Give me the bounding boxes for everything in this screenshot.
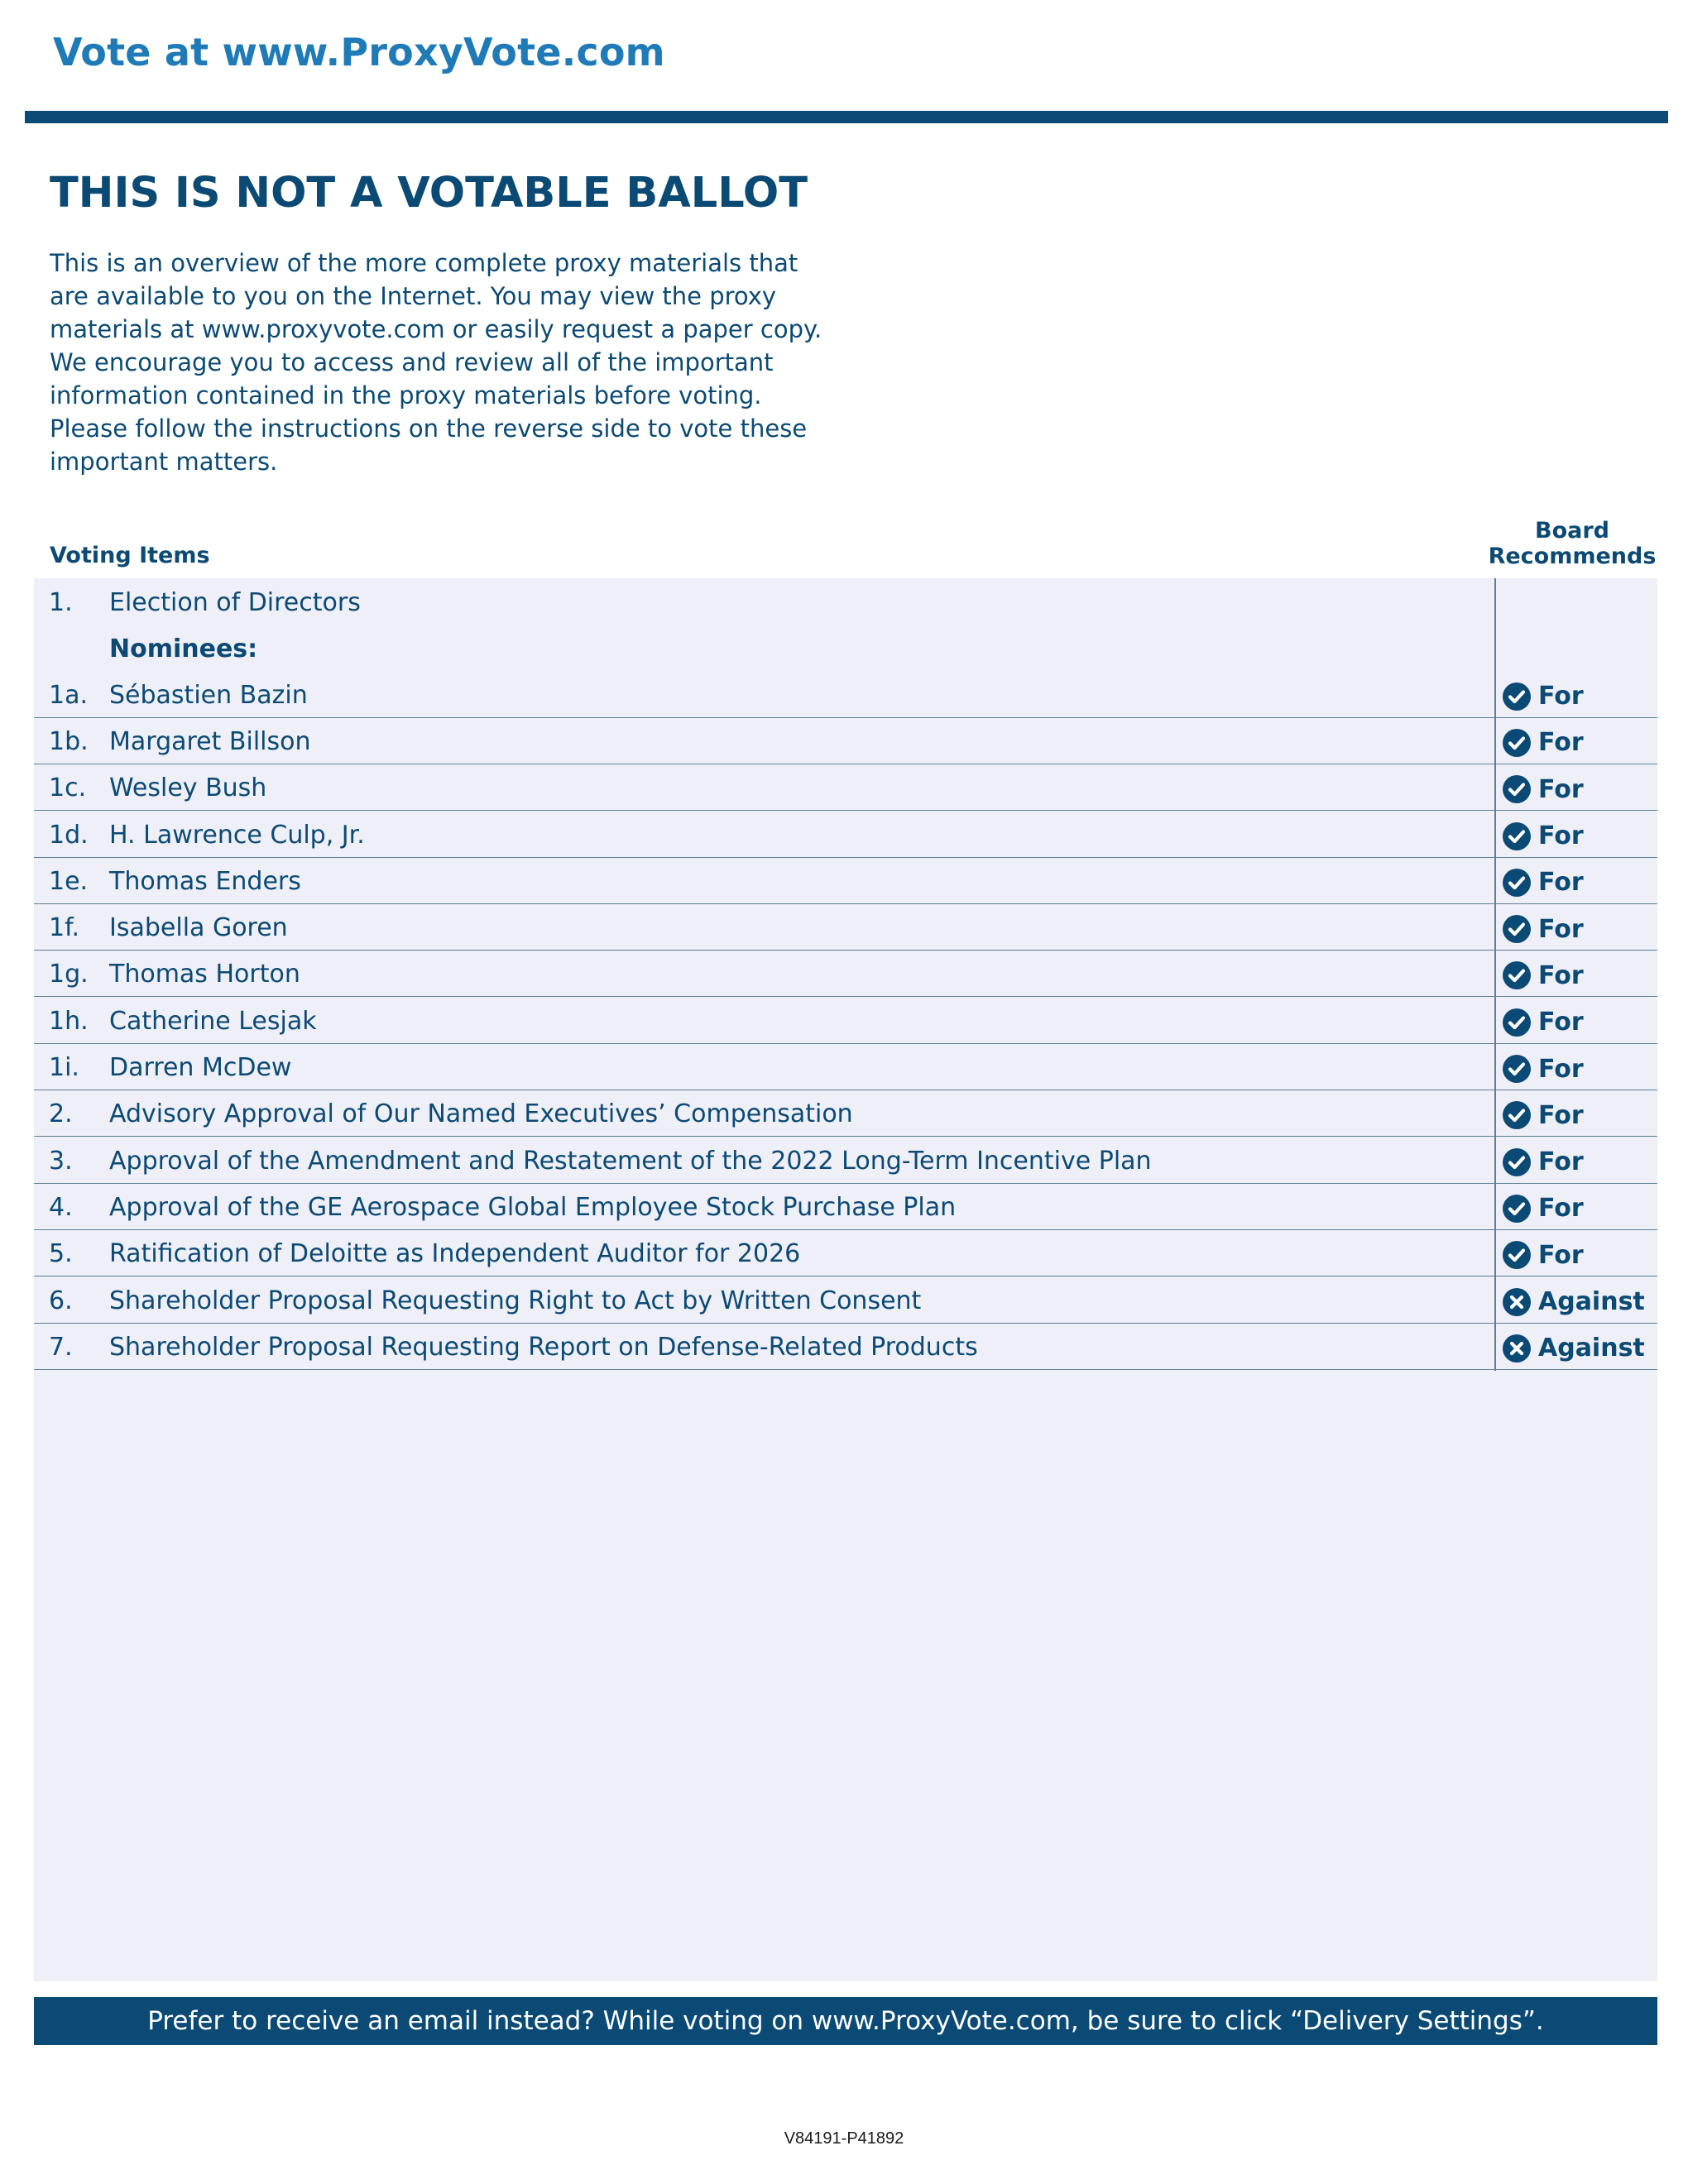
- board-recommendation: [1502, 774, 1584, 804]
- item-label: Wesley Bush: [109, 774, 267, 803]
- intro-line: information contained in the proxy materials before voting.: [50, 381, 762, 410]
- item-number: 1a.: [49, 680, 89, 710]
- item-label: Ratification of Deloitte as Independent Auditor for 2026: [109, 1239, 801, 1269]
- item-number: 1i.: [49, 1053, 79, 1082]
- item-label: Isabella Goren: [109, 913, 288, 943]
- column-header-line-2: Recommends: [1488, 544, 1657, 569]
- voting-item-row: [34, 1324, 1657, 1370]
- check-icon: [1502, 728, 1532, 758]
- recommendation-text: For: [1538, 914, 1584, 944]
- voting-item-row: [34, 672, 1657, 718]
- item-label: H. Lawrence Culp, Jr.: [109, 820, 365, 850]
- item-number: 1d.: [49, 820, 89, 850]
- board-recommendation: [1502, 682, 1584, 711]
- voting-item-row: [34, 578, 1657, 625]
- recommendation-text: For: [1538, 960, 1584, 990]
- check-icon: [1502, 1054, 1532, 1084]
- recommendation-text: For: [1538, 1194, 1584, 1224]
- item-label: Election of Directors: [109, 588, 361, 617]
- header-rule: [25, 111, 1668, 123]
- board-recommendation: [1502, 914, 1584, 944]
- board-recommendation: [1502, 1054, 1584, 1084]
- item-number: 1b.: [49, 726, 89, 756]
- email-delivery-banner: Prefer to receive an email instead? While voting on www.ProxyVote.com, be sure to click “Delivery Settings”.: [34, 1997, 1657, 2045]
- nominees-heading: Nominees:: [109, 635, 258, 664]
- board-recommendation: [1502, 1100, 1584, 1130]
- recommendation-text: For: [1538, 728, 1584, 758]
- item-number: 6.: [49, 1286, 73, 1315]
- item-label: Thomas Horton: [109, 960, 300, 989]
- board-recommendation: [1502, 1008, 1584, 1037]
- item-number: 4.: [49, 1192, 73, 1222]
- check-icon: [1502, 1194, 1532, 1224]
- item-label: Margaret Billson: [109, 726, 311, 756]
- check-icon: [1502, 821, 1532, 851]
- intro-line: materials at www.proxyvote.com or easily request a paper copy.: [50, 315, 822, 343]
- board-recommendation: [1502, 960, 1584, 990]
- item-number: 1f.: [49, 913, 80, 943]
- item-label: Sébastien Bazin: [109, 680, 308, 710]
- intro-line: are available to you on the Internet. You may view the proxy: [50, 282, 777, 310]
- item-number: 1.: [49, 588, 73, 617]
- recommendation-text: Against: [1538, 1287, 1645, 1316]
- board-recommendation: [1502, 728, 1584, 758]
- board-recommendation: [1502, 1334, 1645, 1363]
- item-label: Catherine Lesjak: [109, 1006, 317, 1036]
- check-icon: [1502, 1240, 1532, 1270]
- board-recommendation: [1502, 1147, 1584, 1177]
- recommendation-text: For: [1538, 868, 1584, 898]
- intro-line: We encourage you to access and review all of the important: [50, 348, 774, 376]
- board-recommendation: [1502, 1287, 1645, 1317]
- column-header-line-1: Board: [1535, 518, 1609, 544]
- voting-item-row: [34, 764, 1657, 811]
- item-number: 7.: [49, 1332, 73, 1362]
- voting-item-row: [34, 718, 1657, 764]
- intro-line: This is an overview of the more complete proxy materials that: [50, 249, 798, 277]
- voting-item-row: [34, 998, 1657, 1044]
- item-number: 1e.: [49, 866, 89, 896]
- intro-paragraph: [50, 247, 844, 478]
- voting-item-row: [34, 1184, 1657, 1230]
- voting-item-row: [34, 625, 1657, 671]
- recommendation-text: For: [1538, 682, 1584, 711]
- item-label: Approval of the GE Aerospace Global Employee Stock Purchase Plan: [109, 1192, 957, 1222]
- intro-line: important matters.: [50, 448, 278, 476]
- check-icon: [1502, 1100, 1532, 1130]
- voting-item-row: [34, 1138, 1657, 1184]
- item-label: Approval of the Amendment and Restatement of the 2022 Long-Term Incentive Plan: [109, 1146, 1152, 1176]
- recommendation-text: For: [1538, 1240, 1584, 1270]
- column-header-board-recommends: [1481, 518, 1663, 569]
- item-number: 1g.: [49, 960, 89, 989]
- board-recommendation: [1502, 1194, 1584, 1224]
- recommendation-text: For: [1538, 821, 1584, 850]
- item-number: 1h.: [49, 1006, 89, 1036]
- item-number: 3.: [49, 1146, 73, 1176]
- check-icon: [1502, 868, 1532, 898]
- item-label: Thomas Enders: [109, 866, 301, 896]
- voting-item-row: [34, 1090, 1657, 1137]
- x-icon: [1502, 1334, 1532, 1363]
- board-recommendation: [1502, 1240, 1584, 1270]
- check-icon: [1502, 774, 1532, 804]
- voting-item-row: [34, 1277, 1657, 1324]
- item-label: Darren McDew: [109, 1053, 292, 1082]
- check-icon: [1502, 960, 1532, 990]
- check-icon: [1502, 1147, 1532, 1177]
- recommendation-text: For: [1538, 1008, 1584, 1037]
- column-header-voting-items: Voting Items: [50, 543, 210, 568]
- voting-item-row: [34, 951, 1657, 997]
- intro-line: Please follow the instructions on the reverse side to vote these: [50, 414, 808, 443]
- item-label: Shareholder Proposal Requesting Report on Defense-Related Products: [109, 1332, 978, 1362]
- check-icon: [1502, 1008, 1532, 1037]
- item-number: 1c.: [49, 774, 87, 803]
- voting-item-row: [34, 812, 1657, 858]
- item-label: Advisory Approval of Our Named Executives’ Compensation: [109, 1099, 853, 1129]
- recommendation-text: For: [1538, 774, 1584, 804]
- ballot-title: THIS IS NOT A VOTABLE BALLOT: [50, 169, 808, 218]
- recommendation-text: For: [1538, 1147, 1584, 1177]
- recommendation-text: For: [1538, 1054, 1584, 1084]
- board-recommendation: [1502, 868, 1584, 898]
- item-label: Shareholder Proposal Requesting Right to Act by Written Consent: [109, 1286, 922, 1315]
- voting-item-row: [34, 858, 1657, 904]
- recommendation-text: Against: [1538, 1334, 1645, 1363]
- header-title: Vote at www.ProxyVote.com: [53, 30, 665, 74]
- document-code: V84191-P41892: [784, 2129, 904, 2148]
- board-recommendation: [1502, 821, 1584, 851]
- voting-item-row: [34, 1044, 1657, 1090]
- recommendation-text: For: [1538, 1100, 1584, 1130]
- voting-item-row: [34, 1230, 1657, 1276]
- item-number: 2.: [49, 1099, 73, 1129]
- voting-item-row: [34, 904, 1657, 951]
- x-icon: [1502, 1287, 1532, 1317]
- check-icon: [1502, 682, 1532, 711]
- item-number: 5.: [49, 1239, 73, 1269]
- check-icon: [1502, 914, 1532, 944]
